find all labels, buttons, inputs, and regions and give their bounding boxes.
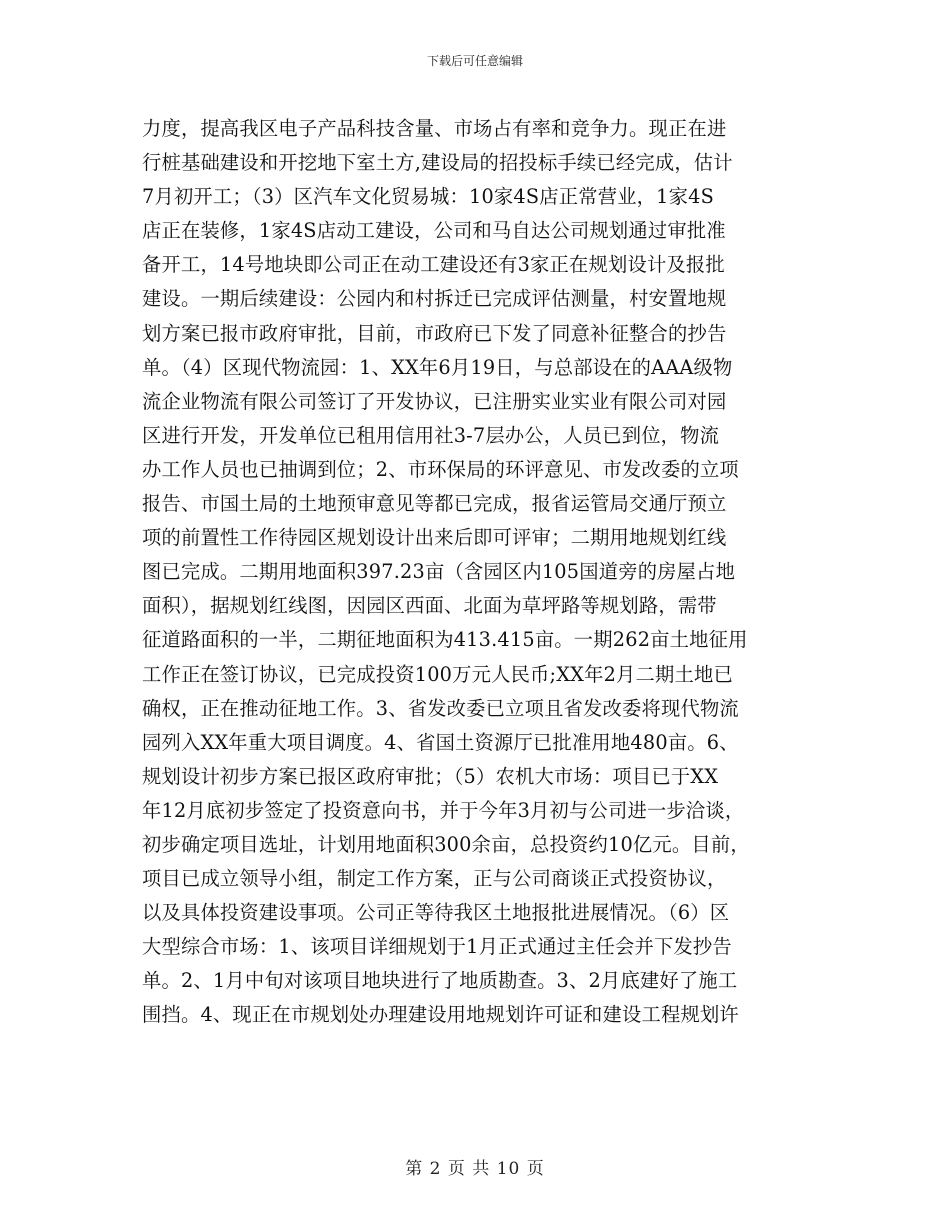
text-line: 流企业物流有限公司签订了开发协议，已注册实业实业有限公司对园 [142, 389, 727, 413]
text-line: 力度，提高我区电子产品科技含量、市场占有率和竞争力。现正在进 [142, 117, 727, 140]
text-line: 报告、市国土局的土地预审意见等都已完成，报省运管局交通厅预立 [142, 492, 727, 516]
text-line: 备开工，14号地块即公司正在动工建设还有3家正在规划设计及报批 [142, 253, 725, 277]
text-line: 图已完成。二期用地面积397.23亩（含园区内105国道旁的房屋占地 [142, 560, 736, 584]
text-line: 规划设计初步方案已报区政府审批；（5）农机大市场：项目已于XX [142, 764, 719, 788]
text-line: 征道路面积的一半，二期征地面积为413.415亩。一期262亩土地征用 [142, 628, 748, 652]
page-header-note: 下载后可任意编辑 [426, 54, 523, 68]
text-line: 7月初开工；（3）区汽车文化贸易城：10家4S店正常营业，1家4S [142, 185, 714, 209]
page-number-footer: 第 2 页 共 10 页 [405, 1159, 545, 1179]
text-line: 划方案已报市政府审批，目前，市政府已下发了同意补征整合的抄告 [142, 321, 727, 345]
text-line: 工作正在签订协议，已完成投资100万元人民币;XX年2月二期土地已 [142, 662, 733, 686]
text-line: 项的前置性工作待园区规划设计出来后即可评审；二期用地规划红线 [142, 526, 727, 550]
text-line: 面积），据规划红线图，因园区西面、北面为草坪路等规划路，需带 [142, 594, 717, 618]
text-line: 单。（4）区现代物流园：1、XX年6月19日，与总部设在的AAA级物 [142, 355, 733, 379]
text-line: 单。2、1月中旬对该项目地块进行了地质勘查。3、2月底建好了施工 [142, 969, 738, 993]
text-line: 以及具体投资建设事项。公司正等待我区土地报批进展情况。（6）区 [142, 901, 730, 925]
text-line: 园列入XX年重大项目调度。4、省国土资源厅已批准用地480亩。6、 [142, 730, 739, 754]
text-line: 建设。一期后续建设：公园内和村拆迁已完成评估测量，村安置地规 [142, 287, 727, 311]
text-line: 大型综合市场：1、该项目详细规划于1月正式通过主任会并下发抄告 [142, 935, 732, 959]
document-body [142, 112, 822, 1033]
text-line: 区进行开发，开发单位已租用信用社3-7层办公，人员已到位，物流 [142, 423, 720, 447]
text-line: 行桩基础建设和开挖地下室土方,建设局的招投标手续已经完成，估计 [142, 151, 733, 175]
text-line: 年12月底初步签定了投资意向书，并于今年3月初与公司进一步洽谈， [142, 798, 745, 822]
text-line: 办工作人员也已抽调到位；2、市环保局的环评意见、市发改委的立项 [142, 457, 739, 481]
text-line: 初步确定项目选址，计划用地面积300余亩，总投资约10亿元。目前， [142, 832, 750, 856]
text-line: 确权，正在推动征地工作。3、省发改委已立项且省发改委将现代物流 [142, 696, 739, 720]
text-line: 项目已成立领导小组，制定工作方案，正与公司商谈正式投资协议， [142, 867, 727, 891]
text-line: 围挡。4、现正在市规划处办理建设用地规划许可证和建设工程规划许 [142, 1003, 739, 1027]
text-line: 店正在装修，1家4S店动工建设，公司和马自达公司规划通过审批准 [142, 219, 726, 243]
